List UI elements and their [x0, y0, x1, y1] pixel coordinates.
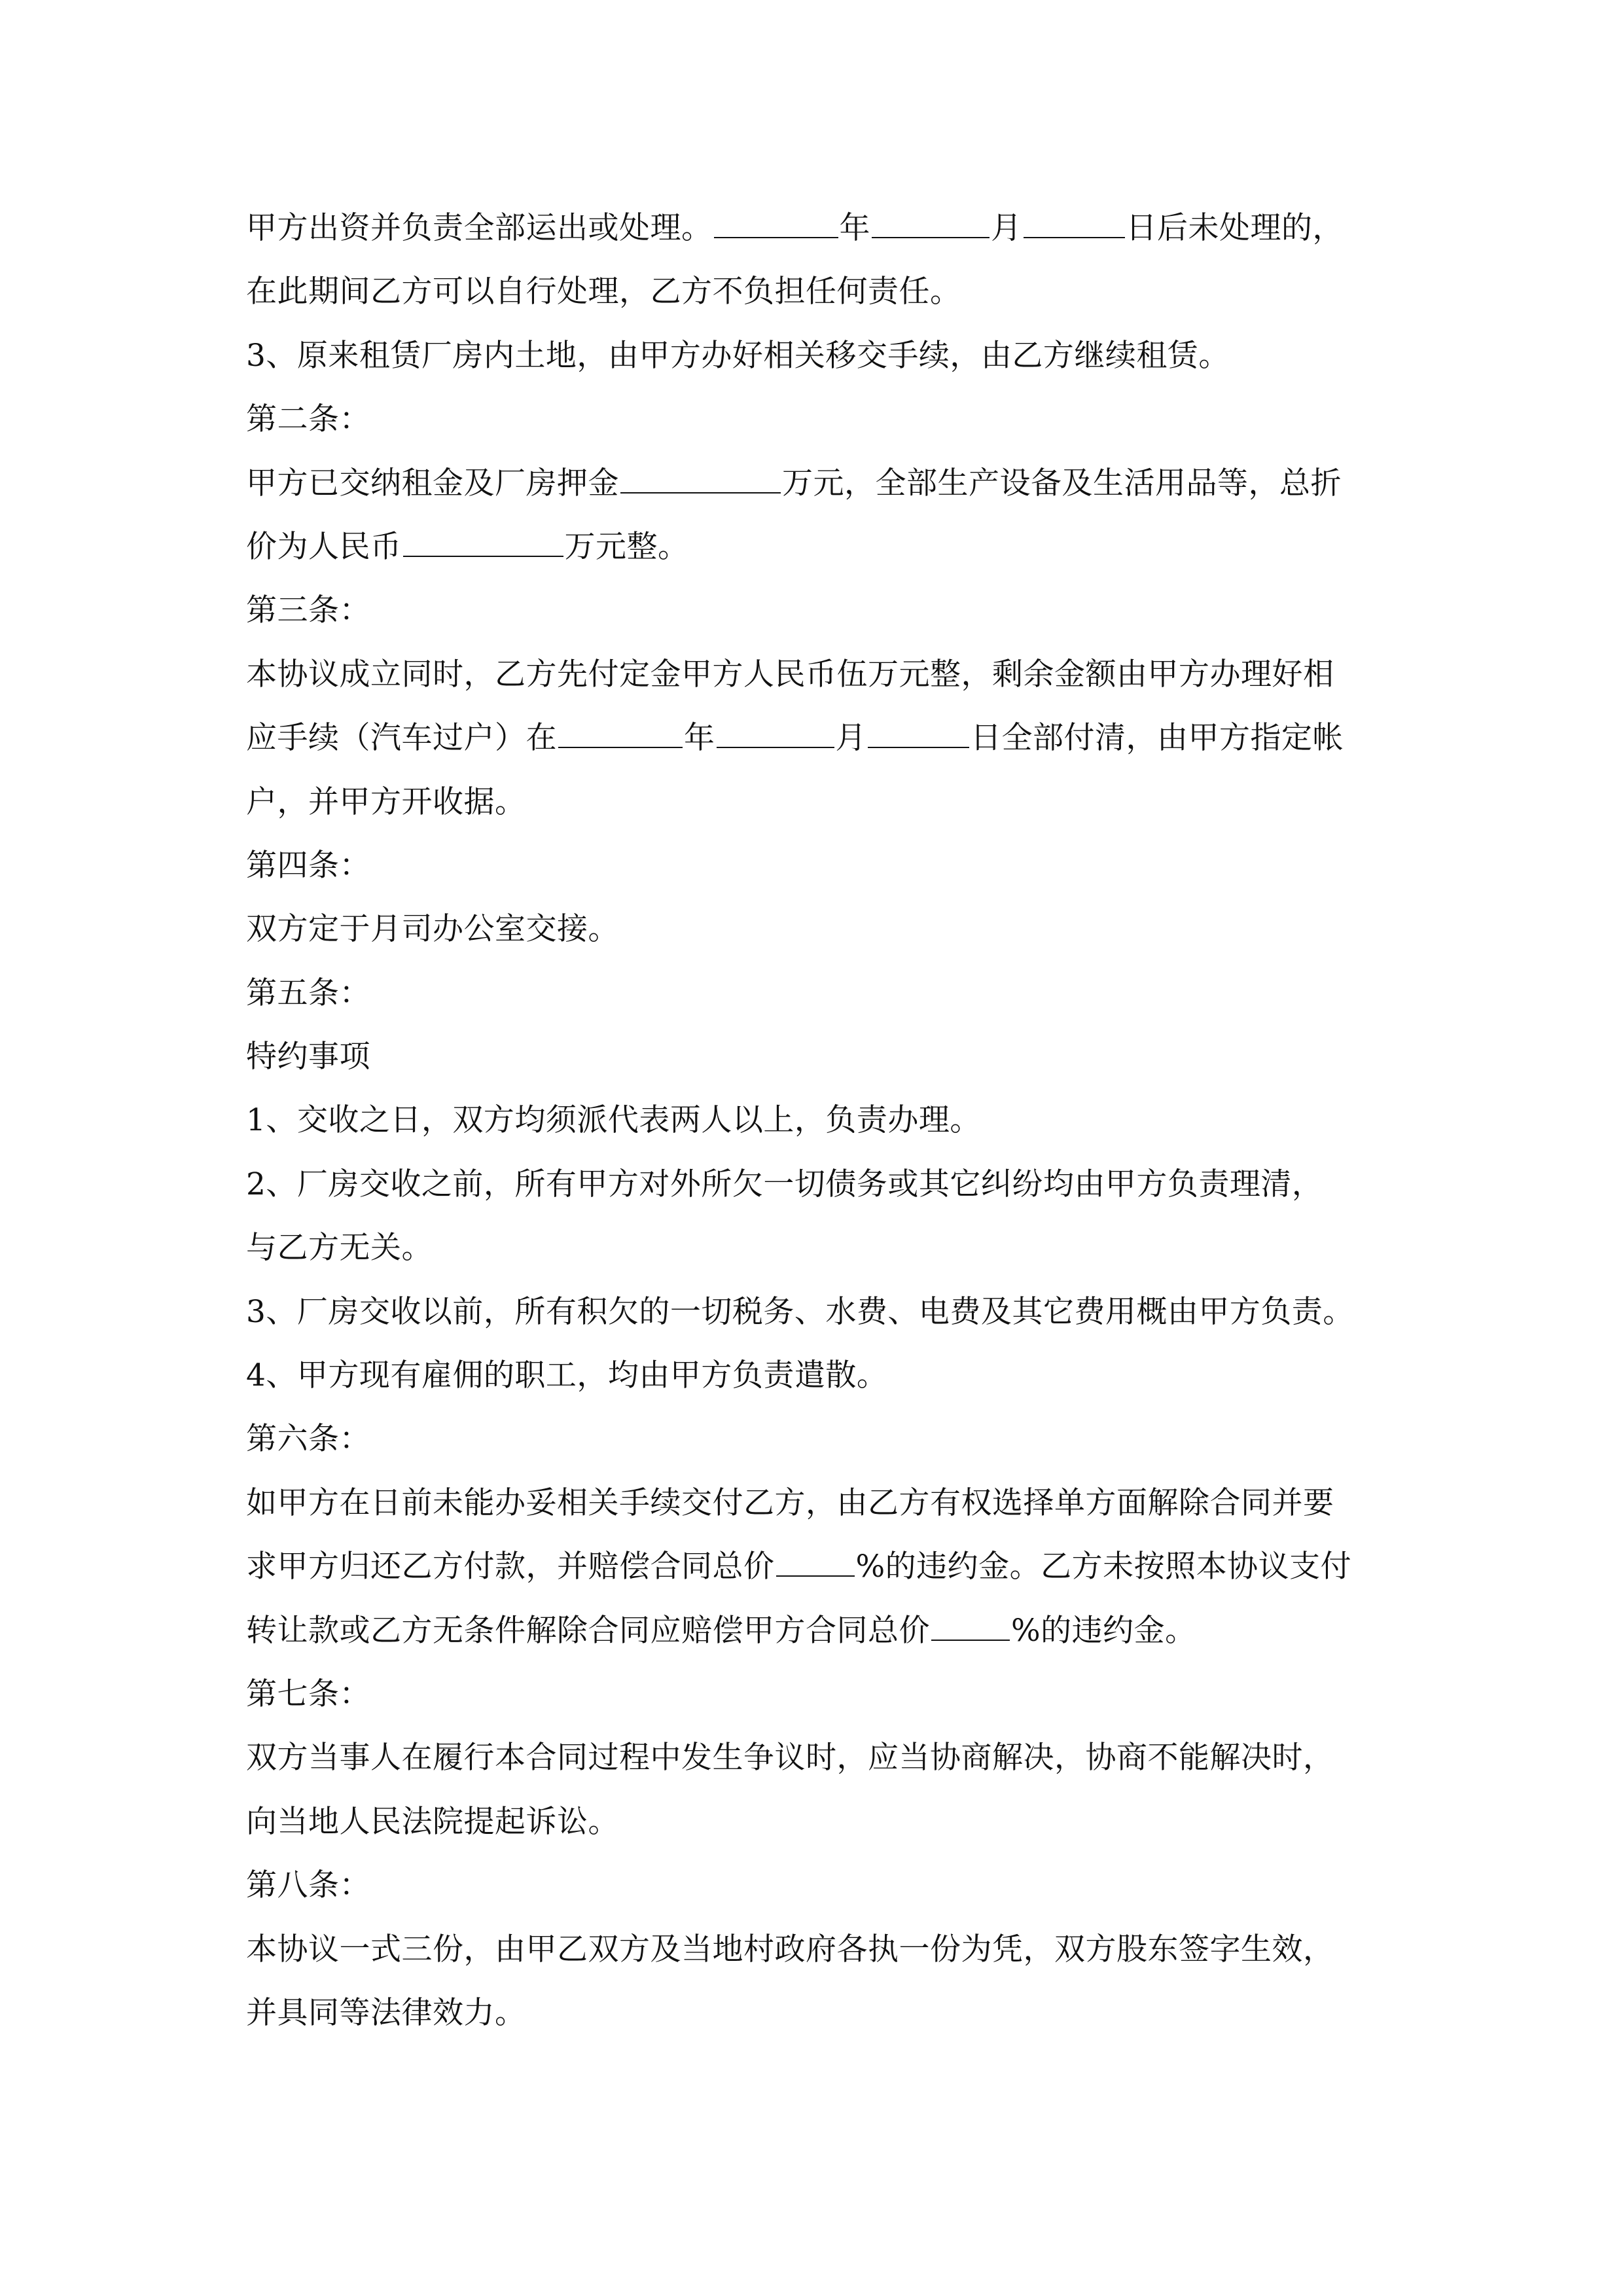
text-line-25: 双方当事人在履行本合同过程中发生争议时，应当协商解决，协商不能解决时， — [246, 1740, 1334, 1776]
text-line-21: 如甲方在日前未能办妥相关手续交付乙方，由乙方有权选择单方面解除合同并要 — [246, 1484, 1334, 1521]
text-line-5: 甲方已交纳租金及厂房押金 万元，全部生产设备及生活用品等，总折 — [246, 452, 1398, 515]
text-line-18: 3、厂房交收以前，所有积欠的一切税务、水费、电费及其它费用概由甲方负责。 — [246, 1293, 1354, 1330]
text-line-14: 特约事项 — [246, 1039, 370, 1075]
text-line-23: 转让款或乙方无条件解除合同应赔偿甲方合同总价 %的违约金。 — [246, 1599, 1398, 1662]
text-line-2: 在此期间乙方可以自行处理，乙方不负担任何责任。 — [246, 274, 961, 310]
section-heading-article-7: 第七条： — [246, 1676, 370, 1712]
text-line-17: 与乙方无关。 — [246, 1230, 433, 1266]
year-blank — [558, 718, 683, 748]
text-line-8: 本协议成立同时，乙方先付定金甲方人民币伍万元整，剩余金额由甲方办理好相 — [246, 656, 1334, 692]
section-heading-article-8: 第八条： — [246, 1867, 370, 1904]
month-blank — [717, 718, 834, 748]
text-line-28: 本协议一式三份，由甲乙双方及当地村政府各执一份为凭，双方股东签字生效， — [246, 1931, 1334, 1967]
text-line-3: 3、原来租赁厂房内土地，由甲方办好相关移交手续，由乙方继续租赁。 — [246, 337, 1230, 374]
total-price-blank — [403, 527, 563, 557]
penalty-percent-blank — [776, 1547, 855, 1577]
deposit-amount-blank — [620, 463, 781, 493]
section-heading-article-3: 第三条： — [246, 592, 370, 629]
text-line-10: 户，并甲方开收据。 — [246, 783, 526, 820]
section-heading-article-5: 第五条： — [246, 975, 370, 1011]
text-line-22: 求甲方归还乙方付款，并赔偿合同总价 %的违约金。乙方未按照本协议支付 — [246, 1535, 1398, 1598]
year-blank — [714, 208, 838, 238]
month-blank — [872, 208, 990, 238]
text-line-6: 价为人民币 万元整。 — [246, 515, 1398, 579]
text-line-29: 并具同等法律效力。 — [246, 1994, 526, 2031]
text-line-9: 应手续（汽车过户）在 年 月 日全部付清，由甲方指定帐 — [246, 706, 1398, 770]
text-line-15: 1、交收之日，双方均须派代表两人以上，负责办理。 — [246, 1102, 981, 1139]
text-line-1: 甲方出资并负责全部运出或处理。 年 月 日后未处理的， — [246, 196, 1398, 260]
section-heading-article-6: 第六条： — [246, 1421, 370, 1458]
text-line-12: 双方定于月司办公室交接。 — [246, 911, 619, 948]
day-blank — [1024, 208, 1125, 238]
penalty-percent-blank — [931, 1611, 1010, 1641]
day-blank — [868, 718, 969, 748]
text-line-26: 向当地人民法院提起诉讼。 — [246, 1803, 619, 1840]
section-heading-article-2: 第二条： — [246, 401, 370, 438]
contract-text-body — [246, 196, 1398, 2045]
section-heading-article-4: 第四条： — [246, 847, 370, 884]
text-line-16: 2、厂房交收之前，所有甲方对外所欠一切债务或其它纠纷均由甲方负责理清， — [246, 1166, 1323, 1202]
text-line-19: 4、甲方现有雇佣的职工，均由甲方负责遣散。 — [246, 1357, 888, 1394]
